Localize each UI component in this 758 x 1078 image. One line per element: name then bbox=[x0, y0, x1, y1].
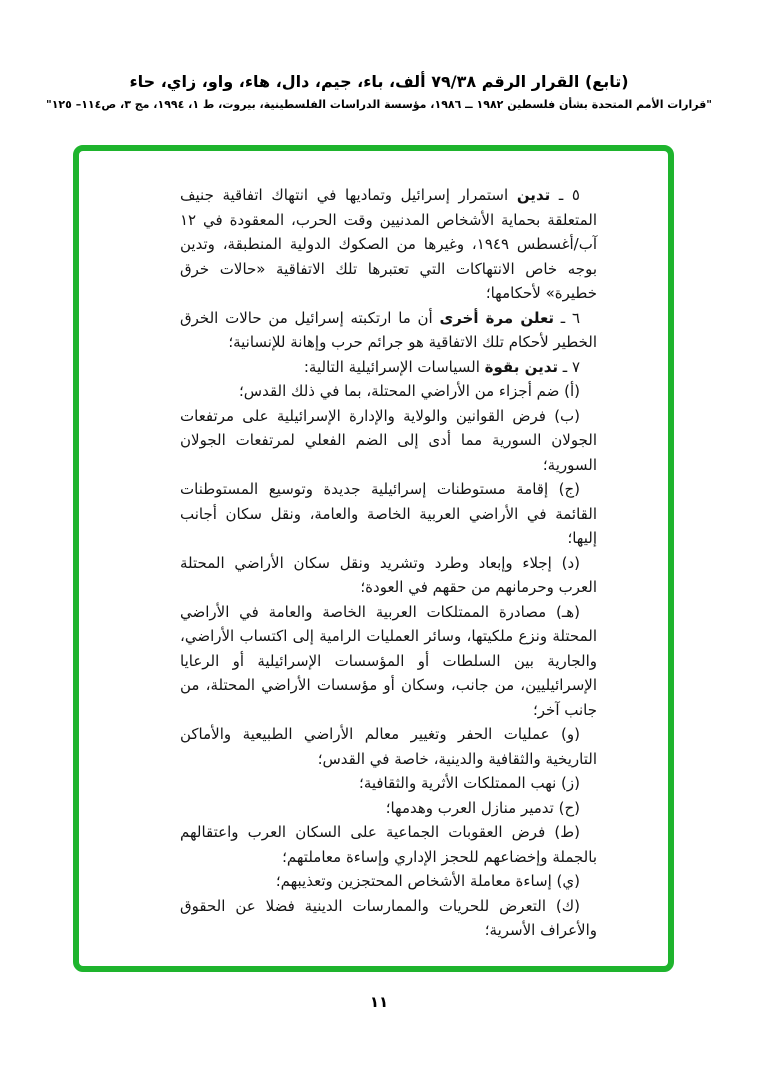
paragraph-marker: (و) bbox=[549, 725, 580, 743]
paragraph-text: مصادرة الممتلكات العربية الخاصة والعامة في الأراضي المحتلة ونزع ملكيتها، وسائر العمليات الرامية إلى اكتساب الأراضي، والجارية بين السلطات أو المؤسسات الإسرائيلية أو الرعايا الإسرائيليين، من جانب، وسكان أو مؤسسات الأراضي المحتلة، من جانب آخر؛ bbox=[180, 602, 597, 719]
paragraph-marker: (ج) bbox=[548, 480, 581, 498]
paragraph-text: أن ما ارتكبته إسرائيل من حالات الخرق الخطير لأحكام تلك الاتفاقية هو جرائم حرب وإهانة للإنسانية؛ bbox=[180, 308, 597, 351]
subitem-jim bbox=[180, 477, 597, 551]
subitem-hha bbox=[180, 796, 597, 821]
subitem-ha bbox=[180, 600, 597, 723]
paragraph-text: فرض العقوبات الجماعية على السكان العرب واعتقالهم بالجملة وإخضاعهم للحجز الإداري وإساءة معاملتهم؛ bbox=[180, 823, 597, 866]
paragraph-text: تدمير منازل العرب وهدمها؛ bbox=[385, 798, 554, 817]
document-title: (تابع) القرار الرقم ٧٩/٣٨ ألف، باء، جيم، دال، هاء، واو، زاي، حاء bbox=[129, 72, 629, 91]
paragraph-7 bbox=[180, 355, 597, 380]
paragraph-text: إقامة مستوطنات إسرائيلية جديدة وتوسيع المستوطنات القائمة في الأراضي العربية الخاصة والعامة، ونقل سكان أجانب إليها؛ bbox=[180, 480, 597, 547]
subitem-kaf bbox=[180, 894, 597, 943]
paragraph-text: السياسات الإسرائيلية التالية: bbox=[303, 357, 485, 376]
page-number: ١١ bbox=[369, 993, 389, 1011]
document-header bbox=[0, 72, 758, 111]
paragraph-text: التعرض للحريات والممارسات الدينية فضلا عن الحقوق والأعراف الأسرية؛ bbox=[180, 896, 597, 939]
paragraph-bold-lead: تدين بقوة bbox=[484, 357, 558, 376]
paragraph-marker: (د) bbox=[551, 553, 580, 572]
subitem-zay bbox=[180, 771, 597, 796]
paragraph-text: إساءة معاملة الأشخاص المحتجزين وتعذيبهم؛ bbox=[275, 872, 552, 890]
source-citation: "قرارات الأمم المتحدة بشأن فلسطين ١٩٨٢ ــ ١٩٨٦، مؤسسة الدراسات الفلسطينية، بيروت، ط ١، ١٩٩٤، مج ٣، ص١١٤– ١٢٥" bbox=[45, 98, 713, 111]
paragraph-marker: ٦ ـ bbox=[554, 308, 580, 327]
paragraph-marker: (أ) bbox=[559, 382, 580, 400]
subitem-alef bbox=[180, 379, 597, 404]
paragraph-marker: (ب) bbox=[545, 406, 581, 425]
paragraph-text: عمليات الحفر وتغيير معالم الأراضي الطبيعية والأماكن التاريخية والثقافية والدينية، خاصة في القدس؛ bbox=[180, 725, 597, 768]
paragraph-text: نهب الممتلكات الأثرية والثقافية؛ bbox=[359, 774, 557, 792]
paragraph-marker: (ك) bbox=[546, 896, 580, 915]
subitem-ya bbox=[180, 869, 597, 894]
paragraph-marker: (ط) bbox=[545, 823, 580, 841]
content-frame bbox=[73, 145, 674, 972]
subitem-waw bbox=[180, 722, 597, 771]
paragraph-marker: (ز) bbox=[556, 774, 580, 792]
paragraph-text: ضم أجزاء من الأراضي المحتلة، بما في ذلك القدس؛ bbox=[239, 382, 560, 400]
paragraph-marker: (ح) bbox=[553, 798, 580, 817]
subitem-dal bbox=[180, 551, 597, 600]
paragraph-marker: ٧ ـ bbox=[558, 357, 580, 376]
paragraph-marker: (هـ) bbox=[546, 602, 580, 621]
paragraph-text: فرض القوانين والولاية والإدارة الإسرائيلية على مرتفعات الجولان السورية مما أدى إلى الضم الفعلي لمرتفعات الجولان السورية؛ bbox=[180, 406, 597, 474]
paragraph-5 bbox=[180, 183, 597, 306]
paragraph-text: إجلاء وإبعاد وطرد وتشريد ونقل سكان الأراضي المحتلة العرب وحرمانهم من حقهم في العودة؛ bbox=[180, 553, 597, 596]
paragraph-marker: (ي) bbox=[551, 872, 580, 890]
paragraph-bold-lead: تعلن مرة أخرى bbox=[439, 308, 555, 327]
paragraph-6 bbox=[180, 306, 597, 355]
resolution-text bbox=[180, 183, 597, 943]
paragraph-bold-lead: تدين bbox=[516, 186, 551, 204]
paragraph-text: استمرار إسرائيل وتماديها في انتهاك اتفاقية جنيف المتعلقة بحماية الأشخاص المدنيين وقت الحرب، المعقودة في ١٢ آب/أغسطس ١٩٤٩، وغيرها من الصكوك الدولية المنطبقة، وتدين بوجه خاص الانتهاكات التي تعتبرها تلك الاتفاقية «حالات خرق خطيرة» لأحكامها؛ bbox=[180, 186, 597, 302]
paragraph-marker: ٥ ـ bbox=[550, 186, 580, 204]
subitem-tta bbox=[180, 820, 597, 869]
subitem-ba bbox=[180, 404, 597, 478]
